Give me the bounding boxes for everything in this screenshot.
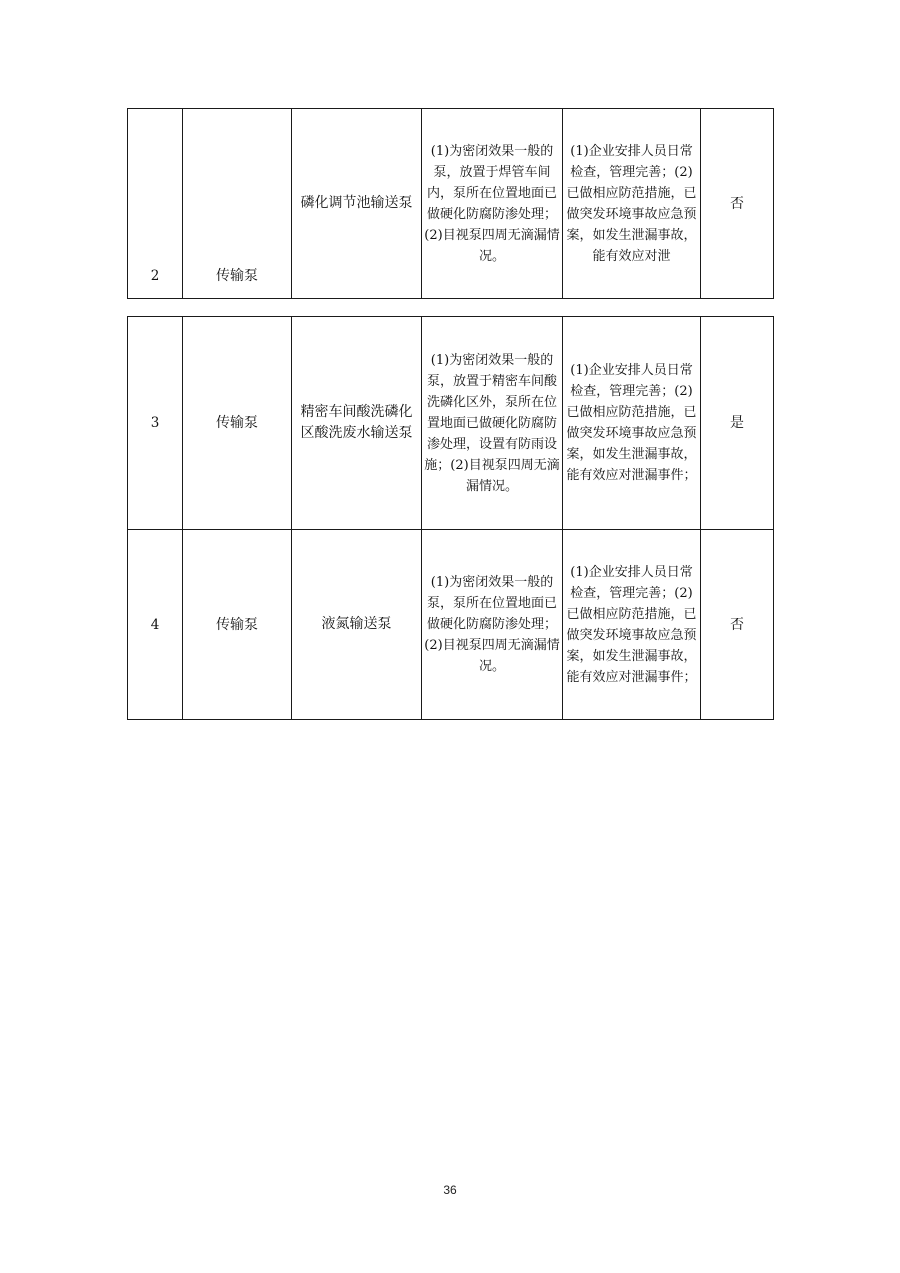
table-row [128, 530, 774, 720]
condition-description-cell: (1)为密闭效果一般的泵，泵所在位置地面已做硬化防腐防渗处理；(2)目视泵四周无滴漏情况。 [422, 530, 563, 720]
equipment-name-cell: 精密车间酸洗磷化区酸洗废水输送泵 [292, 317, 422, 530]
row-number-cell: 2 [128, 109, 183, 299]
equipment-type-cell: 传输泵 [183, 530, 292, 720]
inspection-table-continued [127, 108, 774, 299]
equipment-type-cell: 传输泵 [183, 109, 292, 299]
equipment-name-cell: 液氮输送泵 [292, 530, 422, 720]
inspection-table [127, 316, 774, 720]
equipment-type-cell: 传输泵 [183, 317, 292, 530]
hazard-flag-cell: 否 [701, 109, 774, 299]
row-number-cell: 3 [128, 317, 183, 530]
table-row [128, 109, 774, 299]
management-measures-cell: (1)企业安排人员日常检查，管理完善；(2)已做相应防范措施，已做突发环境事故应急预案，如发生泄漏事故，能有效应对泄漏事件； [563, 530, 701, 720]
hazard-flag-cell: 是 [701, 317, 774, 530]
hazard-flag-cell: 否 [701, 530, 774, 720]
condition-description-cell: (1)为密闭效果一般的泵，放置于精密车间酸洗磷化区外，泵所在位置地面已做硬化防腐防渗处理，设置有防雨设施；(2)目视泵四周无滴漏情况。 [422, 317, 563, 530]
table-row [128, 317, 774, 530]
management-measures-cell: (1)企业安排人员日常检查，管理完善；(2)已做相应防范措施，已做突发环境事故应急预案，如发生泄漏事故，能有效应对泄 [563, 109, 701, 299]
row-number-cell: 4 [128, 530, 183, 720]
equipment-name-cell: 磷化调节池输送泵 [292, 109, 422, 299]
page-number: 36 [443, 1183, 457, 1197]
condition-description-cell: (1)为密闭效果一般的泵，放置于焊管车间内，泵所在位置地面已做硬化防腐防渗处理；(2)目视泵四周无滴漏情况。 [422, 109, 563, 299]
management-measures-cell: (1)企业安排人员日常检查，管理完善；(2)已做相应防范措施，已做突发环境事故应急预案，如发生泄漏事故，能有效应对泄漏事件； [563, 317, 701, 530]
